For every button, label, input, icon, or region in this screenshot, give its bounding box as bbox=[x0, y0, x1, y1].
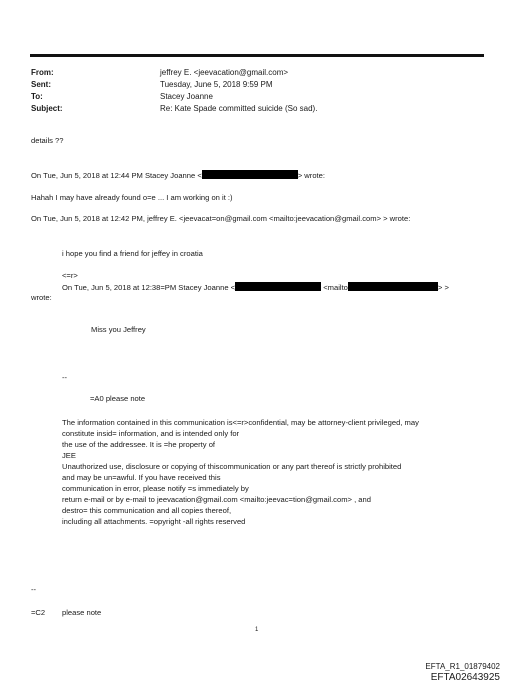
disclaimer-line: communication in error, please notify =s immediately by bbox=[62, 484, 249, 493]
quote-header-3-pre: On Tue, Jun 5, 2018 at 12:38=PM Stacey Joanne < bbox=[62, 283, 236, 292]
subject-value: Re: Kate Spade committed suicide (So sad). bbox=[160, 104, 318, 113]
quote-header-1 bbox=[31, 170, 325, 181]
body-line-reply: Hahah I may have already found o=e ... I am working on it :) bbox=[31, 193, 233, 202]
body-line-please-note: =A0 please note bbox=[90, 394, 146, 403]
sent-value: Tuesday, June 5, 2018 9:59 PM bbox=[160, 80, 273, 89]
page-number: 1 bbox=[255, 627, 259, 633]
to-label: To: bbox=[31, 92, 43, 101]
disclaimer-line: return e-mail or by e-mail to jeevacation@gmail.com <mailto:jeevac=tion@gmail.com> , and bbox=[62, 495, 371, 504]
quote-header-3-mailto: <mailto bbox=[323, 283, 348, 292]
quote-header-2: On Tue, Jun 5, 2018 at 12:42 PM, jeffrey E. <jeevacat=on@gmail.com <mailto:jeevacation@gmail.com> > wrote: bbox=[31, 214, 411, 223]
quote-header-1-pre: On Tue, Jun 5, 2018 at 12:44 PM Stacey Joanne < bbox=[31, 171, 202, 180]
bates-id-1: EFTA_R1_01879402 bbox=[425, 662, 500, 671]
footer-separator: -- bbox=[31, 585, 37, 594]
sent-label: Sent: bbox=[31, 80, 51, 89]
disclaimer-line: The information contained in this communication is<=r>confidential, may be attorney-client privileged, may bbox=[62, 418, 419, 427]
disclaimer-line: destro= this communication and all copies thereof, bbox=[62, 506, 232, 515]
from-label: From: bbox=[31, 68, 54, 77]
body-line-wrote: wrote: bbox=[31, 293, 52, 302]
quote-header-3-post: > > bbox=[437, 283, 449, 292]
redaction-block bbox=[202, 170, 298, 179]
redaction-block bbox=[235, 282, 321, 291]
body-line-croatia: i hope you find a friend for jeffey in croatia bbox=[62, 249, 203, 258]
signature-separator: -- bbox=[62, 373, 68, 382]
subject-label: Subject: bbox=[31, 104, 63, 113]
bates-id-2: EFTA02643925 bbox=[430, 672, 500, 683]
body-line-miss-you: Miss you Jeffrey bbox=[91, 325, 146, 334]
disclaimer-line: the use of the addressee. It is =he property of bbox=[62, 440, 216, 449]
body-line-br: <=r> bbox=[62, 271, 78, 280]
trailing-note-code: =C2 bbox=[31, 608, 46, 617]
redaction-block bbox=[348, 282, 438, 291]
quote-header-3 bbox=[62, 282, 449, 293]
from-value: jeffrey E. <jeevacation@gmail.com> bbox=[160, 68, 289, 77]
disclaimer-line: constitute insid= information, and is intended only for bbox=[62, 429, 240, 438]
disclaimer-line: JEE bbox=[62, 451, 76, 460]
disclaimer-line: Unauthorized use, disclosure or copying of thiscommunication or any part thereof is strictly prohibited bbox=[62, 462, 402, 471]
disclaimer-line: and may be un=awful. If you have received this bbox=[62, 473, 221, 482]
to-value: Stacey Joanne bbox=[160, 92, 213, 101]
body-line-details: details ?? bbox=[31, 136, 64, 145]
header-rule bbox=[30, 54, 484, 57]
disclaimer-line: including all attachments. =opyright -all rights reserved bbox=[62, 517, 246, 526]
quote-header-1-post: > wrote: bbox=[297, 171, 325, 180]
trailing-note-text: please note bbox=[62, 608, 102, 617]
